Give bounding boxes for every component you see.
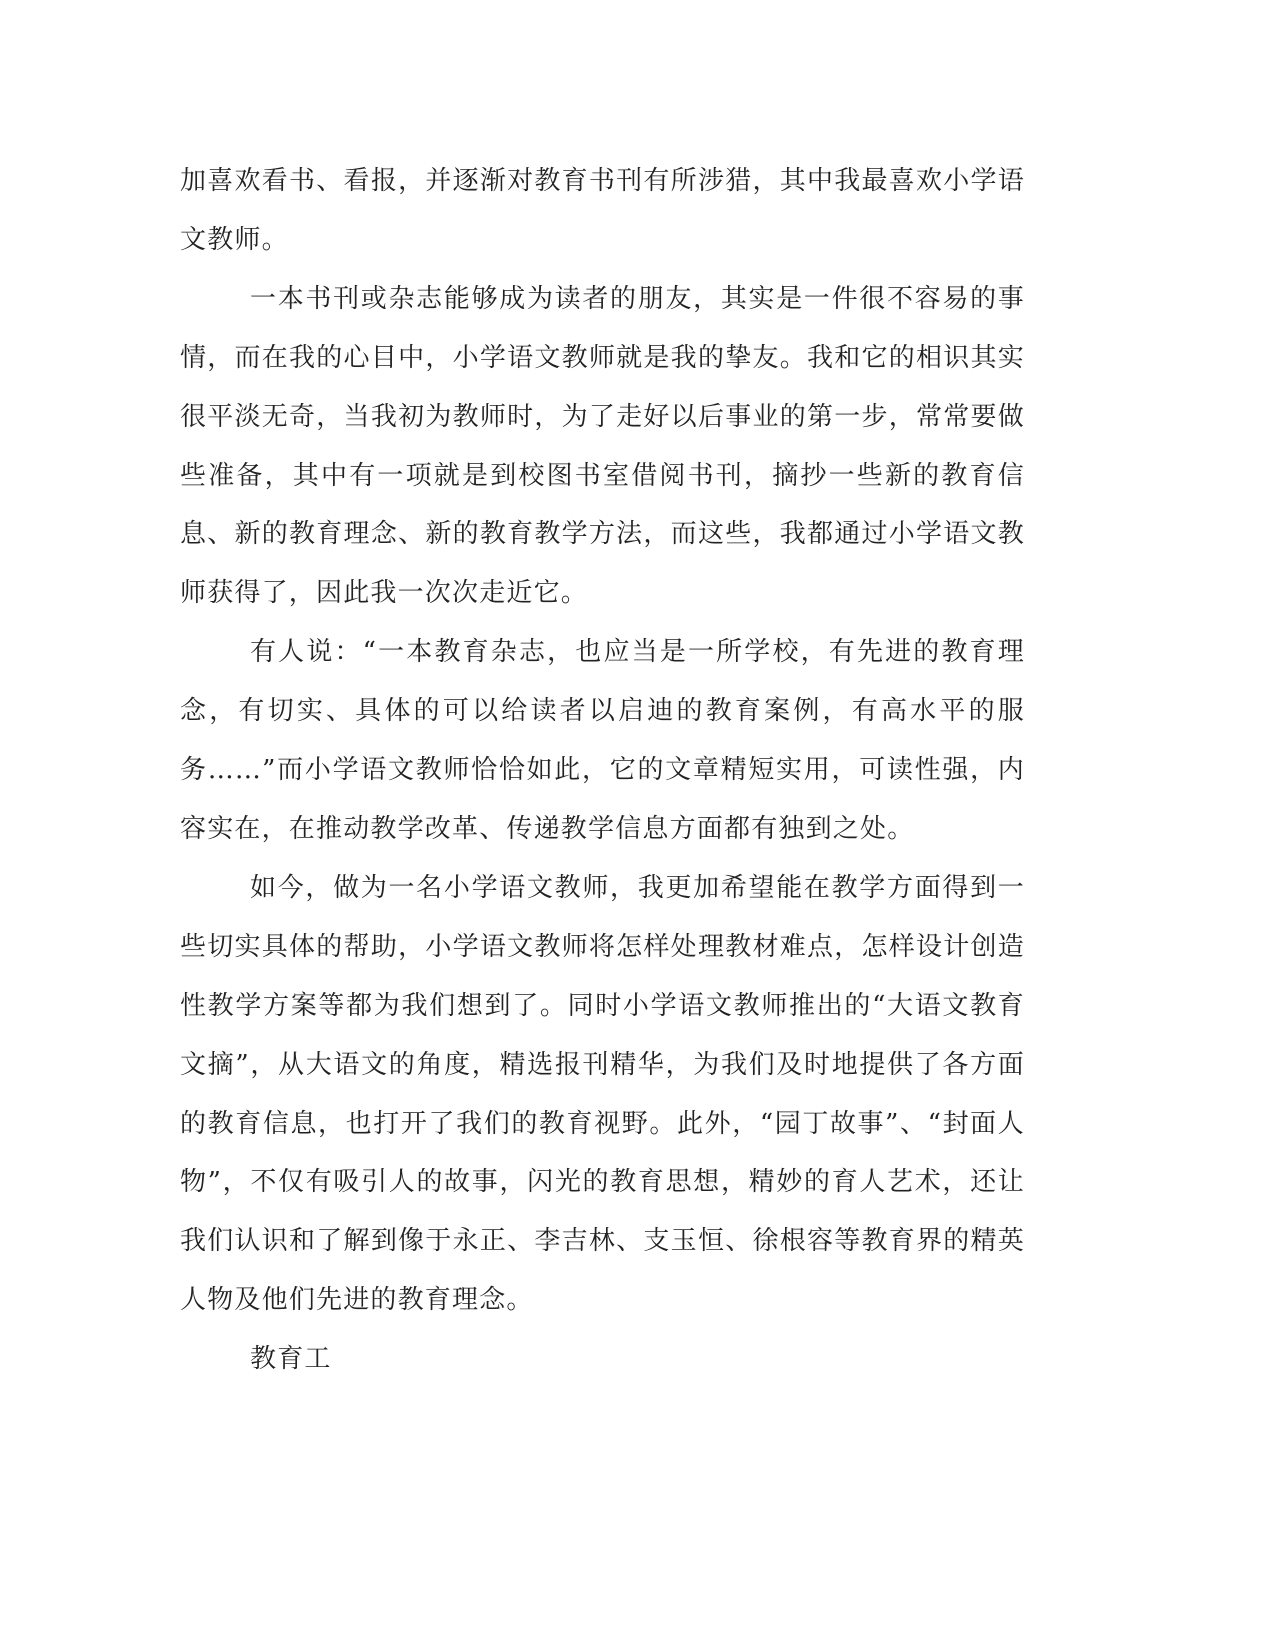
- document-body: [180, 152, 1025, 1389]
- paragraph-3: 有人说：“一本教育杂志，也应当是一所学校，有先进的教育理念，有切实、具体的可以给读者以启迪的教育案例，有高水平的服务……”而小学语文教师恰恰如此，它的文章精短实用，可读性强，内容实在，在推动教学改革、传递教学信息方面都有独到之处。: [180, 637, 1025, 844]
- paragraph-4: 如今，做为一名小学语文教师，我更加希望能在教学方面得到一些切实具体的帮助，小学语文教师将怎样处理教材难点，怎样设计创造性教学方案等都为我们想到了。同时小学语文教师推出的“大语文教育文摘”，从大语文的角度，精选报刊精华，为我们及时地提供了各方面的教育信息，也打开了我们的教育视野。此外，“园丁故事”、“封面人物”，不仅有吸引人的故事，闪光的教育思想，精妙的育人艺术，还让我们认识和了解到像于永正、李吉林、支玉恒、徐根容等教育界的精英人物及他们先进的教育理念。: [180, 872, 1025, 1316]
- paragraph-5: 教育工: [250, 1344, 332, 1375]
- paragraph-1: 加喜欢看书、看报，并逐渐对教育书刊有所涉猎，其中我最喜欢小学语文教师。: [180, 166, 1025, 255]
- paragraph-2: 一本书刊或杂志能够成为读者的朋友，其实是一件很不容易的事情，而在我的心目中，小学语文教师就是我的挚友。我和它的相识其实很平淡无奇，当我初为教师时，为了走好以后事业的第一步，常常要做些准备，其中有一项就是到校图书室借阅书刊，摘抄一些新的教育信息、新的教育理念、新的教育教学方法，而这些，我都通过小学语文教师获得了，因此我一次次走近它。: [180, 283, 1025, 609]
